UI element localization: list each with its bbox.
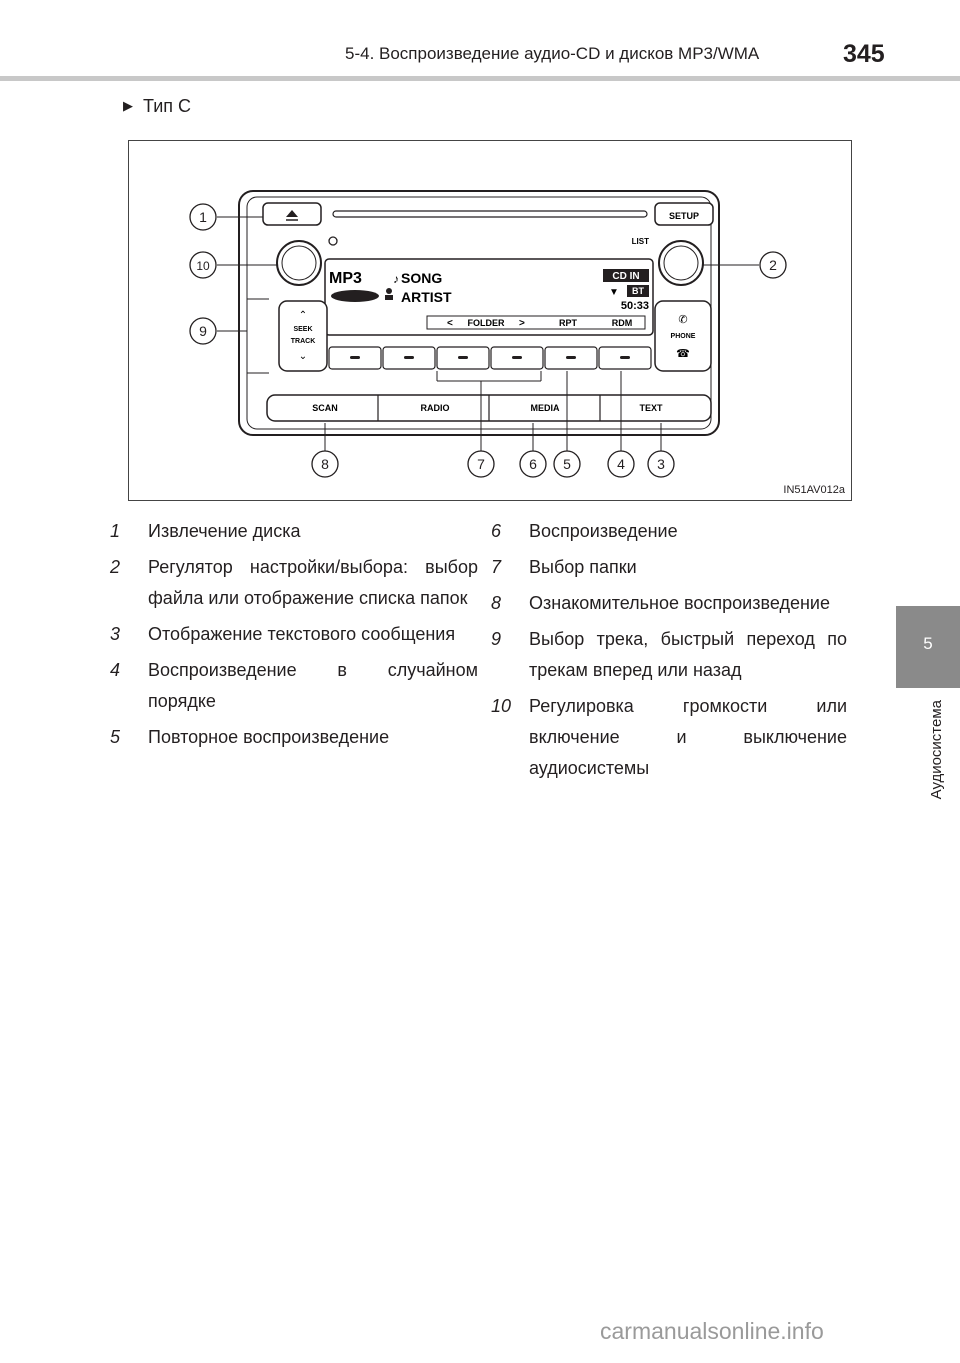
seek-label: SEEK: [293, 326, 313, 333]
item-text: Воспроизведение в случайном порядке: [148, 660, 478, 711]
item-number: 8: [491, 593, 502, 613]
artist-label: ARTIST: [401, 289, 452, 305]
legend-item: [110, 722, 478, 753]
next-folder-icon: >: [519, 318, 525, 329]
item-text: Регулировка громкости или включение и выключение аудиосистемы: [529, 696, 847, 778]
legend-item: [491, 691, 847, 784]
svg-text:BT: BT: [632, 286, 644, 296]
item-number: 9: [491, 629, 502, 649]
type-label-text: Тип C: [143, 96, 192, 116]
phone-icon: ✆: [678, 314, 688, 326]
legend-left: [110, 516, 478, 758]
audio-unit-figure: [128, 140, 852, 501]
legend-item: [491, 624, 847, 686]
mp3-label: MP3: [329, 270, 362, 287]
media-label: MEDIA: [530, 403, 560, 413]
legend-right: [491, 516, 847, 789]
prev-folder-icon: <: [447, 318, 453, 329]
phone-label: PHONE: [670, 333, 696, 340]
cd-slot: [333, 211, 647, 217]
triangle-bullet-icon: ▶: [123, 98, 133, 113]
chevron-down-icon: ⌄: [298, 351, 308, 362]
item-number: 4: [110, 660, 121, 680]
legend-item: [491, 588, 847, 619]
svg-text:8: 8: [321, 456, 329, 472]
audio-unit-diagram: [129, 141, 851, 500]
rpt-label: RPT: [559, 318, 577, 328]
legend-item: [110, 619, 478, 650]
header-rule: [0, 76, 960, 81]
chapter-number: 5: [923, 634, 933, 653]
legend-item: [110, 655, 478, 717]
track-label: TRACK: [290, 338, 316, 345]
type-label: [123, 96, 191, 117]
chevron-up-icon: ⌃: [298, 310, 308, 321]
svg-text:CD IN: CD IN: [612, 271, 640, 282]
svg-text:2: 2: [769, 257, 777, 273]
list-label: LIST: [631, 237, 649, 246]
svg-text:10: 10: [196, 259, 210, 273]
item-number: 10: [491, 696, 512, 716]
time-label: 50:33: [620, 300, 649, 312]
svg-text:5: 5: [563, 456, 571, 472]
item-text: Выбор папки: [529, 557, 637, 577]
item-text: Выбор трека, быстрый переход по трекам вперед или назад: [529, 629, 847, 680]
item-number: 6: [491, 521, 502, 541]
legend-item: [491, 516, 847, 547]
section-title: 5-4. Воспроизведение аудио-CD и дисков MP3/WMA: [345, 44, 760, 63]
item-number: 7: [491, 557, 502, 577]
svg-text:3: 3: [657, 456, 665, 472]
legend-item: [110, 516, 478, 547]
svg-text:7: 7: [477, 456, 485, 472]
song-label: SONG: [401, 270, 443, 286]
item-number: 3: [110, 624, 121, 644]
chapter-tab[interactable]: [896, 606, 960, 688]
chapter-label: Аудиосистема: [928, 700, 945, 800]
item-text: Повторное воспроизведение: [148, 727, 390, 747]
item-text: Отображение текстового сообщения: [148, 624, 456, 644]
figure-code: IN51AV012a: [783, 484, 845, 496]
watermark[interactable]: carmanualsonline.info: [600, 1318, 824, 1344]
item-text: Ознакомительное воспроизведение: [529, 593, 830, 613]
disc-icon: [331, 290, 379, 302]
svg-text:6: 6: [529, 456, 537, 472]
text-label: TEXT: [639, 403, 663, 413]
item-text: Регулятор настройки/выбора: выбор файла или отображение списка папок: [148, 557, 478, 608]
svg-text:9: 9: [199, 323, 207, 339]
folder-label: FOLDER: [467, 318, 505, 328]
radio-label: RADIO: [420, 403, 450, 413]
signal-icon: ▼: [609, 287, 619, 298]
note-icon: ♪: [393, 272, 399, 286]
person-icon: [386, 288, 392, 294]
item-text: Воспроизведение: [529, 521, 678, 541]
item-number: 5: [110, 727, 121, 747]
item-number: 2: [110, 557, 121, 577]
page-number: 345: [843, 40, 885, 68]
legend-item: [491, 552, 847, 583]
setup-label: SETUP: [668, 211, 700, 221]
svg-text:4: 4: [617, 456, 625, 472]
rdm-label: RDM: [611, 318, 633, 328]
hangup-icon: ☎: [676, 348, 690, 360]
legend-item: [110, 552, 478, 614]
svg-text:1: 1: [199, 209, 207, 225]
item-number: 1: [110, 521, 121, 541]
item-text: Извлечение диска: [148, 521, 301, 541]
scan-label: SCAN: [312, 403, 338, 413]
